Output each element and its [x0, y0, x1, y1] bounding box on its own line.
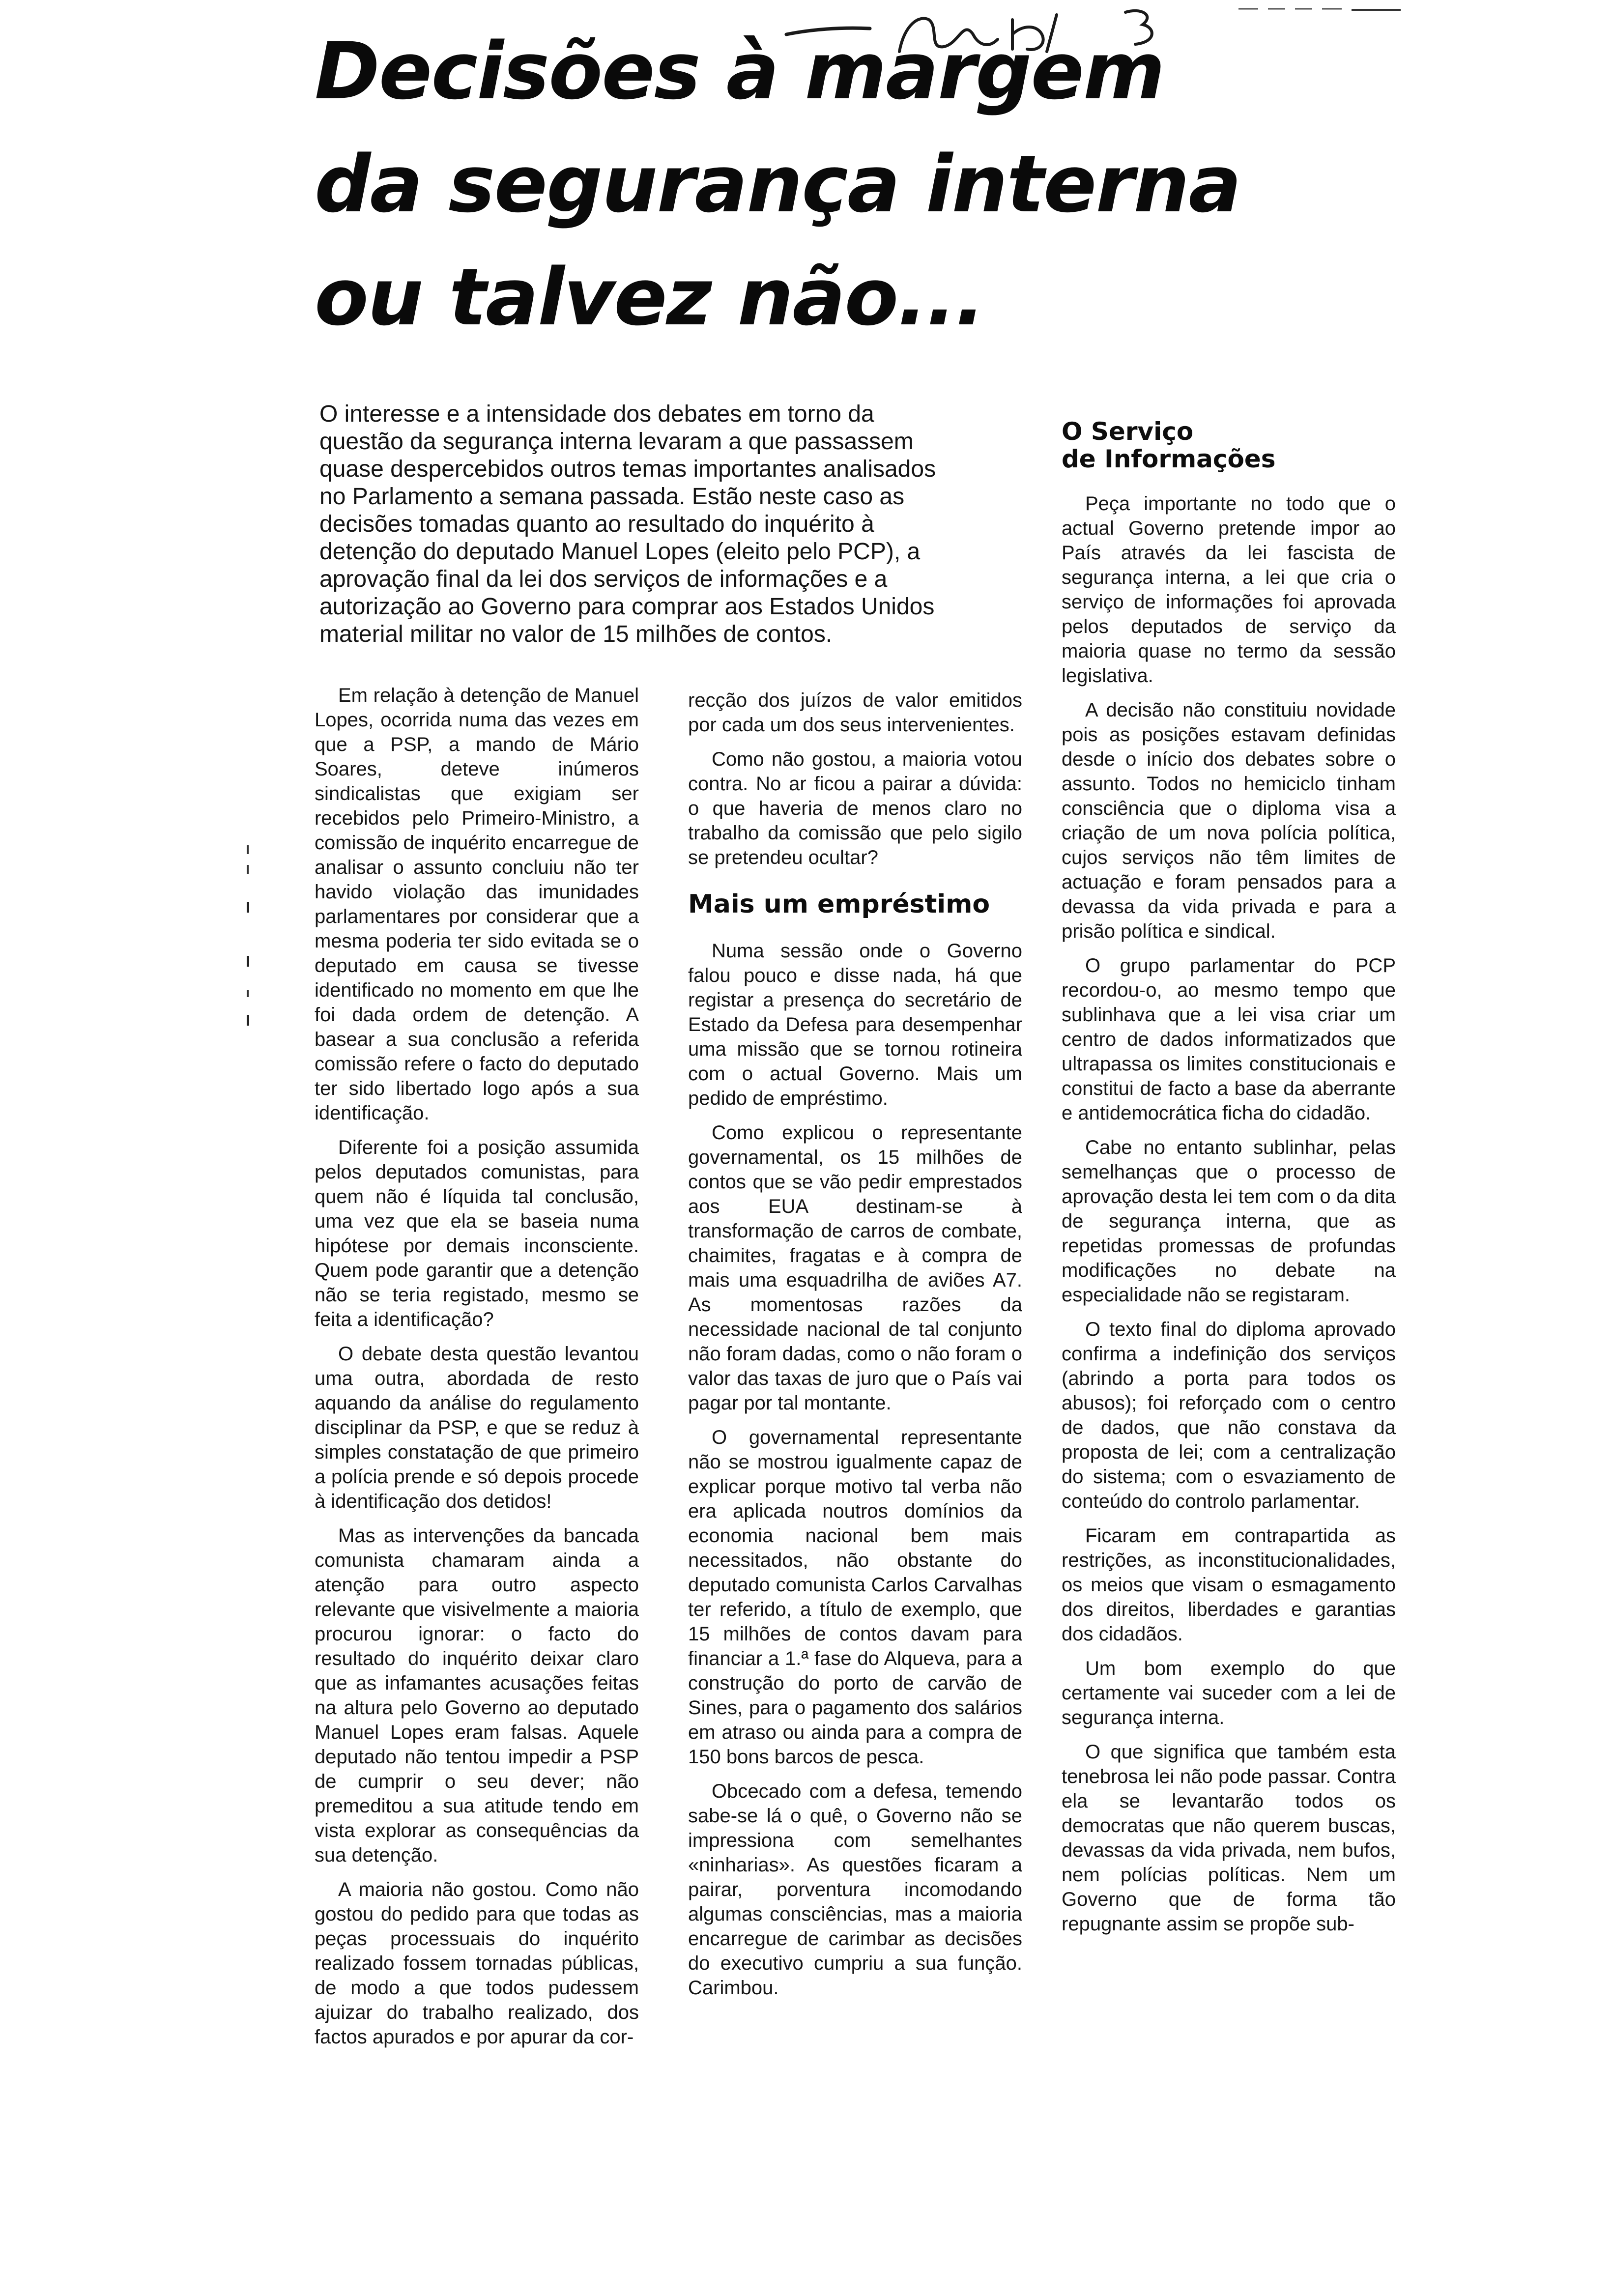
body-paragraph: O texto final do diploma aprovado confirma a indefinição dos serviços (abrindo a porta para todos os abusos); foi reforçado com o centro de dados, que não constava da proposta de lei; com a centralização do sistema; com o esvaziamento de conteúdo do controlo parlamentar. — [1062, 1319, 1396, 1512]
lede-line: no Parlamento a semana passada. Estão neste caso as — [319, 484, 905, 510]
body-paragraph: recção dos juízos de valor emitidos por cada um dos seus intervenientes. — [688, 689, 1022, 736]
section-heading-line: O Serviço — [1062, 417, 1194, 446]
body-paragraph: Como explicou o representante governamental, os 15 milhões de contos que se vão pedir emprestados aos EUA destinam-se à transformação de carros de combate, chaimites, fragatas e à compra de mais uma esquadrilha de aviões A7. As momentosas razões da necessidade nacional de tal conjunto não foram dadas, como o não foram o valor das taxas de juro que o País vai pagar por tal montante. — [688, 1122, 1022, 1414]
handwritten-annotation — [781, 5, 1165, 59]
section-heading-line: de Informações — [1062, 445, 1276, 473]
body-paragraph: Ficaram em contrapartida as restrições, as inconstitucionalidades, os meios que visam o esmagamento dos direitos, liberdades e garantias dos cidadãos. — [1062, 1525, 1396, 1645]
body-paragraph: O debate desta questão levantou uma outra, abordada de resto aquando da análise do regulamento disciplinar da PSP, e que se reduz à simples constatação de que primeiro a polícia prende e só depois procede à identificação dos detidos! — [315, 1343, 639, 1512]
body-paragraph: Em relação à detenção de Manuel Lopes, ocorrida numa das vezes em que a PSP, a mando de Mário Soares, deteve inúmeros sindicalistas que exigiam ser recebidos pelo Primeiro-Ministro, a comissão de inquérito encarregue de analisar o assunto concluiu não ter havido violação das imunidades parlamentares por considerar que a mesma poderia ter sido evitada se o deputado em causa se tivesse identificado no momento em que lhe foi dada ordem de detenção. A basear a sua conclusão a referida comissão refere o facto do deputado ter sido libertado logo após a sua identificação. — [315, 685, 639, 1124]
body-paragraph: Cabe no entanto sublinhar, pelas semelhanças que o processo de aprovação desta lei tem com o da dita de segurança interna, que as repetidas promessas de profundas modificações no debate na especialidade não se registaram. — [1062, 1137, 1396, 1306]
lede-line: decisões tomadas quanto ao resultado do inquérito à — [319, 511, 874, 537]
lede-line: detenção do deputado Manuel Lopes (eleito pelo PCP), a — [319, 539, 921, 565]
body-paragraph: Peça importante no todo que o actual Governo pretende impor ao País através da lei fascista de segurança interna, a lei que cria o serviço de informações foi aprovada pelos deputados de serviço da maioria quase no termo da sessão legislativa. — [1062, 493, 1396, 687]
lede-line: aprovação final da lei dos serviços de informações e a — [319, 566, 888, 592]
body-paragraph: A maioria não gostou. Como não gostou do pedido para que todas as peças processuais do inquérito realizado fossem tornadas públicas, de modo a que todos pudessem ajuizar do trabalho realizado, dos factos apurados e por apurar da cor- — [315, 1879, 639, 2048]
body-paragraph: Mas as intervenções da bancada comunista chamaram ainda a atenção para outro aspecto relevante que visivelmente a maioria procurou ignorar: o facto do resultado do inquérito deixar claro que as infamantes acusações feitas na altura pelo Governo ao deputado Manuel Lopes eram falsas. Aquele deputado não tentou impedir a PSP de cumprir o seu dever; não premeditou a sua atitude tendo em vista explorar as consequências da sua detenção. — [315, 1525, 639, 1866]
section-heading — [1062, 418, 1276, 473]
article-column-1 — [315, 683, 639, 2059]
margin-marks — [241, 845, 256, 1032]
body-paragraph: Como não gostou, a maioria votou contra. No ar ficou a pairar a dúvida: o que haveria de menos claro no trabalho da comissão que pelo sigilo se pretendeu ocultar? — [688, 748, 1022, 868]
article-column-3 — [1062, 417, 1396, 1946]
body-paragraph: O grupo parlamentar do PCP recordou-o, ao mesmo tempo que sublinhava que a lei visa criar um centro de dados informatizados que ultrapassa os limites constitucionais e constitui de facto a base da aberrante e antidemocrática ficha do cidadão. — [1062, 955, 1396, 1124]
body-paragraph: Diferente foi a posição assumida pelos deputados comunistas, para quem não é líquida tal conclusão, uma vez que ela se baseia numa hipótese por demais inconsciente. Quem pode garantir que a detenção não se teria registado, mesmo se feita a identificação? — [315, 1137, 639, 1330]
body-paragraph: Um bom exemplo do que certamente vai suceder com a lei de segurança interna. — [1062, 1658, 1396, 1728]
body-paragraph: A decisão não constituiu novidade pois as posições estavam definidas desde o início dos debates sobre o assunto. Todos no hemiciclo tinham consciência que o diploma visa a criação de um nova polícia política, cujos serviços não têm limites de actuação e foram pensados para a devassa da vida privada e para a prisão política e sindical. — [1062, 699, 1396, 942]
body-paragraph: Obcecado com a defesa, temendo sabe-se lá o quê, o Governo não se impressiona com semelhantes «ninharias». As questões ficaram a pairar, porventura incomodando algumas consciências, mas a maioria encarregue de carimbar as decisões do executivo cumpriu a sua função. Carimbou. — [688, 1780, 1022, 1999]
article-headline — [315, 15, 1297, 354]
lede-line: autorização ao Governo para comprar aos Estados Unidos — [319, 594, 935, 620]
article-column-2 — [688, 688, 1022, 2010]
body-paragraph: Numa sessão onde o Governo falou pouco e disse nada, há que registar a presença do secretário de Estado da Defesa para desempenhar uma missão que se tornou rotineira com o actual Governo. Mais um pedido de empréstimo. — [688, 940, 1022, 1109]
article-lede — [319, 401, 1008, 648]
section-heading: Mais um empréstimo — [688, 890, 990, 919]
lede-line: O interesse e a intensidade dos debates em torno da — [319, 401, 874, 427]
body-paragraph: O governamental representante não se mostrou igualmente capaz de explicar porque motivo tal verba não era aplicada noutros domínios da economia nacional bem mais necessitados, não obstante do deputado comunista Carlos Carvalhas ter referido, a título de exemplo, que 15 milhões de contos davam para financiar a 1.ª fase do Alqueva, para a construção do porto de carvão de Sines, para o pagamento dos salários em atraso ou ainda para a compra de 150 bons barcos de pesca. — [688, 1427, 1022, 1768]
body-paragraph: O que significa que também esta tenebrosa lei não pode passar. Contra ela se levantarão todos os democratas que não querem buscas, devassas da vida privada, nem bufos, nem polícias políticas. Nem um Governo que de forma tão repugnante assim se propõe sub- — [1062, 1741, 1396, 1935]
lede-line: questão da segurança interna levaram a que passassem — [319, 429, 914, 455]
headline-line-2: da segurança interna — [315, 138, 1241, 230]
lede-line: material militar no valor de 15 milhões de contos. — [319, 621, 833, 647]
scan-artifact-dashes — [1238, 4, 1401, 14]
headline-line-1: Decisões à margem — [315, 25, 1164, 117]
headline-line-3: ou talvez não... — [315, 251, 984, 343]
lede-line: quase despercebidos outros temas importantes analisados — [319, 456, 936, 482]
